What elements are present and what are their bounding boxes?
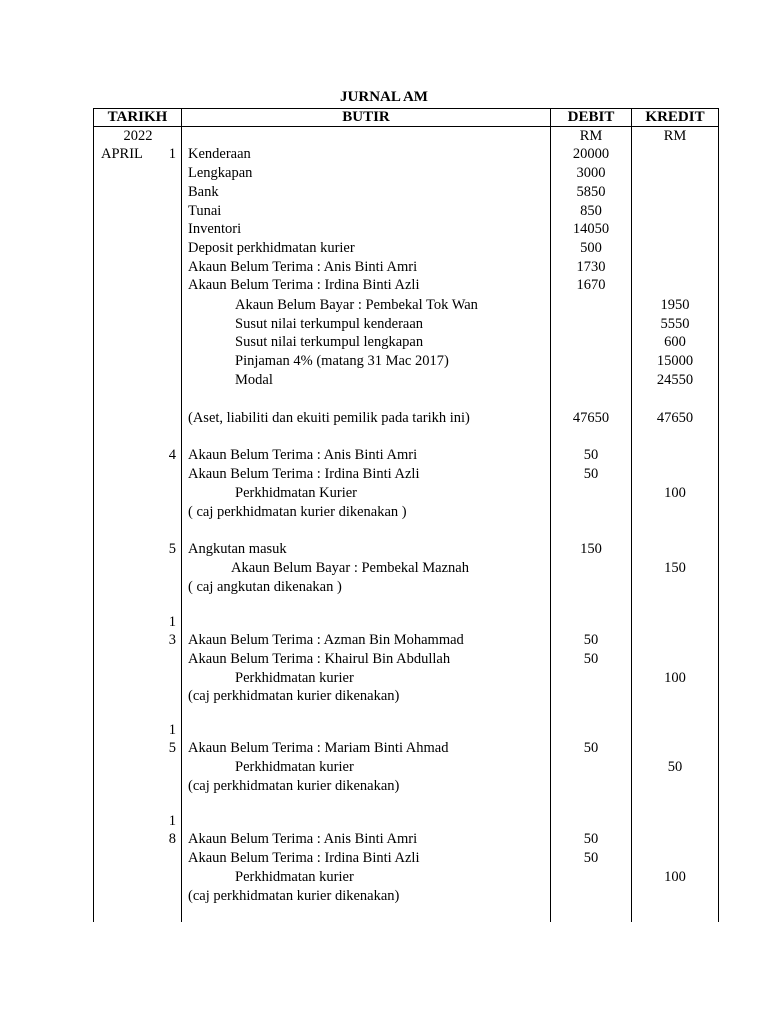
entry-line-debit: 50 [583, 831, 599, 847]
total-debit: 47650 [572, 410, 610, 426]
entry-day-units: 3 [168, 632, 176, 648]
entry-line-text: Akaun Belum Terima : Irdina Binti Azli [188, 466, 420, 482]
column-divider-tarikh [181, 108, 182, 922]
entry-line-text: Susut nilai terkumpul lengkapan [235, 334, 424, 350]
table-left-border [93, 108, 94, 922]
entry-line-text: Akaun Belum Terima : Mariam Binti Ahmad [188, 740, 449, 756]
entry-line-debit: 50 [583, 651, 599, 667]
entry-line-text: Susut nilai terkumpul kenderaan [235, 316, 424, 332]
entry-line-text: Lengkapan [188, 165, 253, 181]
entry-line-text: Akaun Belum Bayar : Pembekal Tok Wan [235, 297, 478, 313]
entry-line-debit: 1730 [576, 259, 606, 275]
entry-line-text: Perkhidmatan kurier [235, 869, 354, 885]
header-tarikh: TARIKH [107, 109, 168, 125]
entry-line-text: Perkhidmatan kurier [235, 759, 354, 775]
entry-line-text: Perkhidmatan kurier [235, 670, 354, 686]
entry-line-text: Akaun Belum Terima : Anis Binti Amri [188, 259, 418, 275]
entry-narration: (caj perkhidmatan kurier dikenakan) [188, 688, 400, 704]
entry-line-kredit: 1950 [660, 297, 690, 313]
entry-line-text: Akaun Belum Terima : Irdina Binti Azli [188, 277, 420, 293]
entry-day: 4 [168, 447, 176, 463]
entry-line-text: Akaun Belum Terima : Anis Binti Amri [188, 447, 418, 463]
kredit-currency: RM [663, 128, 687, 144]
entry-day-tens: 1 [168, 813, 176, 829]
entry-line-text: Angkutan masuk [188, 541, 287, 557]
entry-line-text: Akaun Belum Terima : Khairul Bin Abdullah [188, 651, 451, 667]
header-butir: BUTIR [342, 109, 390, 125]
column-divider-debit [631, 108, 632, 922]
total-kredit: 47650 [656, 410, 694, 426]
year: 2022 [123, 128, 153, 144]
entry-line-debit: 850 [580, 203, 602, 219]
entry-narration: ( caj perkhidmatan kurier dikenakan ) [188, 504, 407, 520]
entry-day: 1 [168, 146, 176, 162]
page-title: JURNAL AM [340, 89, 428, 105]
entry-line-debit: 14050 [572, 221, 610, 237]
entry-day-tens: 1 [168, 722, 176, 738]
entry-line-debit: 1670 [576, 277, 606, 293]
entry-line-text: Kenderaan [188, 146, 251, 162]
entry-line-kredit: 5550 [660, 316, 690, 332]
entry-line-text: Deposit perkhidmatan kurier [188, 240, 355, 256]
entry-narration: (Aset, liabiliti dan ekuiti pemilik pada tarikh ini) [188, 410, 470, 426]
entry-line-debit: 50 [583, 447, 599, 463]
header-kredit: KREDIT [645, 109, 705, 125]
entry-line-text: Tunai [188, 203, 222, 219]
table-right-border [718, 108, 719, 922]
entry-line-debit: 50 [583, 740, 599, 756]
entry-line-kredit: 15000 [656, 353, 694, 369]
entry-line-kredit: 24550 [656, 372, 694, 388]
entry-line-kredit: 100 [664, 485, 686, 501]
entry-day-units: 5 [168, 740, 176, 756]
entry-day-tens: 1 [168, 614, 176, 630]
entry-line-debit: 5850 [576, 184, 606, 200]
entry-line-text: Akaun Belum Terima : Anis Binti Amri [188, 831, 418, 847]
entry-line-kredit: 100 [664, 670, 686, 686]
entry-line-text: Inventori [188, 221, 242, 237]
entry-line-debit: 50 [583, 466, 599, 482]
entry-day: 5 [168, 541, 176, 557]
entry-line-kredit: 100 [664, 869, 686, 885]
entry-day-units: 8 [168, 831, 176, 847]
entry-narration: (caj perkhidmatan kurier dikenakan) [188, 778, 400, 794]
entry-line-kredit: 50 [667, 759, 683, 775]
entry-line-text: Akaun Belum Terima : Azman Bin Mohammad [188, 632, 464, 648]
entry-line-debit: 3000 [576, 165, 606, 181]
entry-line-debit: 50 [583, 632, 599, 648]
header-debit: DEBIT [567, 109, 615, 125]
debit-currency: RM [579, 128, 603, 144]
entry-line-debit: 20000 [572, 146, 610, 162]
entry-narration: (caj perkhidmatan kurier dikenakan) [188, 888, 400, 904]
entry-line-debit: 500 [580, 240, 602, 256]
month: APRIL [101, 146, 143, 162]
entry-line-debit: 150 [580, 541, 602, 557]
entry-line-text: Modal [235, 372, 273, 388]
entry-line-kredit: 150 [664, 560, 686, 576]
entry-line-text: Perkhidmatan Kurier [235, 485, 358, 501]
entry-line-kredit: 600 [664, 334, 686, 350]
entry-line-text: Akaun Belum Terima : Irdina Binti Azli [188, 850, 420, 866]
entry-line-text: Akaun Belum Bayar : Pembekal Maznah [231, 560, 469, 576]
entry-line-debit: 50 [583, 850, 599, 866]
entry-line-text: Bank [188, 184, 219, 200]
entry-line-text: Pinjaman 4% (matang 31 Mac 2017) [235, 353, 449, 369]
entry-narration: ( caj angkutan dikenakan ) [188, 579, 342, 595]
